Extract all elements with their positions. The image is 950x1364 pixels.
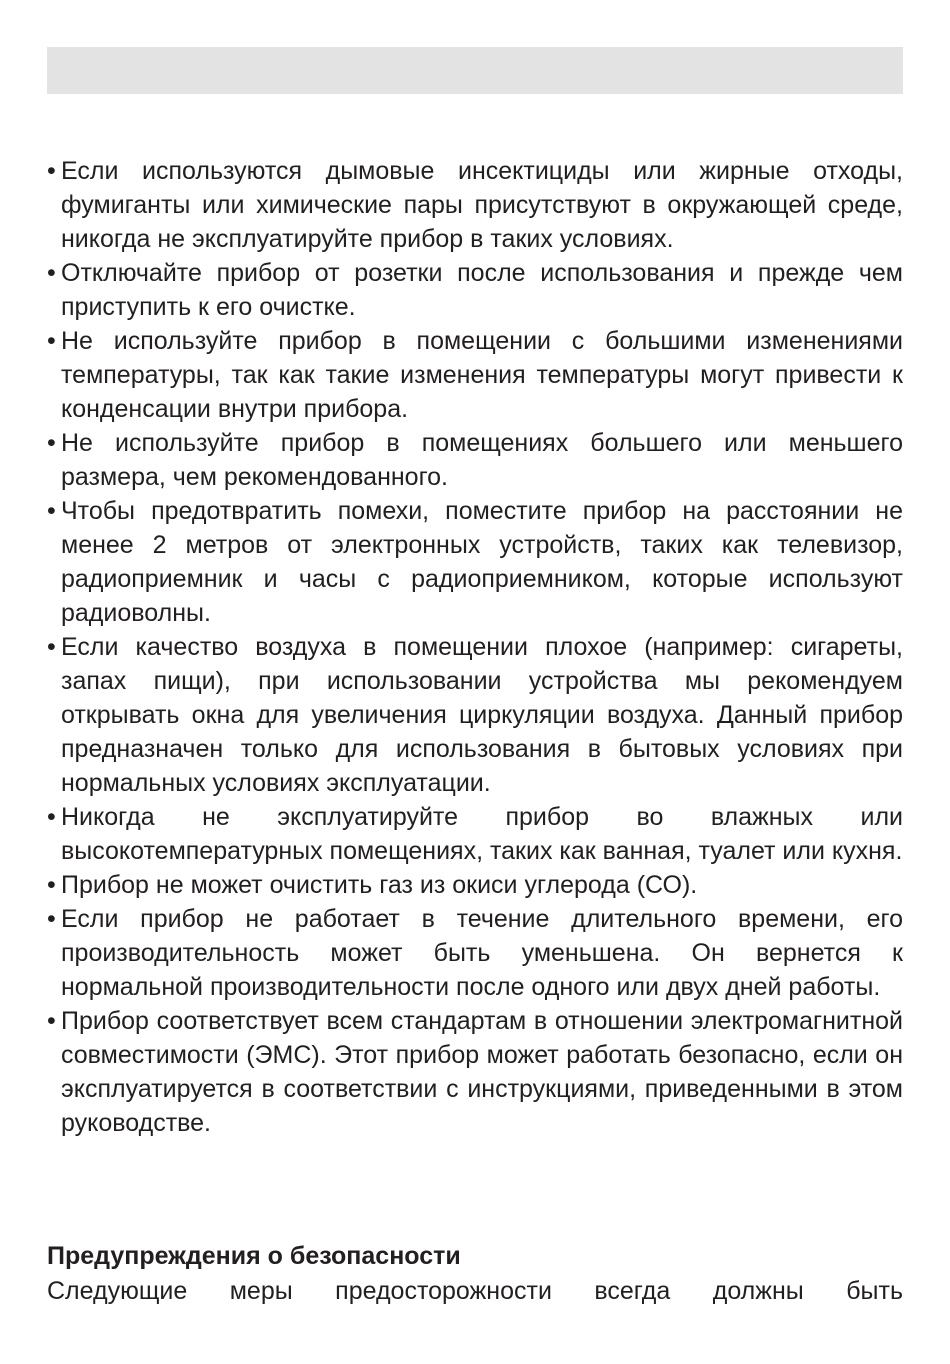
bullet-marker: • — [47, 633, 56, 661]
bullet-text: Если используются дымовые инсектициды или жирные отходы, фумиганты или химические пары присутствуют в окружающей среде, никогда не эксплуатируйте прибор в таких условиях. — [61, 157, 903, 253]
section-paragraph-text: Следующие меры предосторожности всегда должны быть — [47, 1277, 903, 1305]
bullet-list — [47, 154, 903, 1140]
bullet-text: Если прибор не работает в течение длительного времени, его производительность может быть уменьшена. Он вернется к нормальной производительности после одного или двух дней работы. — [61, 905, 903, 1001]
bullet-marker: • — [47, 327, 56, 355]
list-item — [47, 800, 903, 868]
bullet-text: Чтобы предотвратить помехи, поместите прибор на расстоянии не менее 2 метров от электронных устройств, таких как телевизор, радиоприемник и часы с радиоприемником, которые используют радиоволны. — [61, 497, 903, 627]
list-item — [47, 630, 903, 800]
bullet-marker: • — [47, 497, 56, 525]
list-item — [47, 154, 903, 256]
bullet-text: Не используйте прибор в помещении с большими изменениями температуры, так как такие изменения температуры могут привести к конденсации внутри прибора. — [61, 327, 903, 423]
bullet-text: Никогда не эксплуатируйте прибор во влажных или высокотемпературных помещениях, таких как ванная, туалет или кухня. — [61, 803, 903, 865]
bullet-marker: • — [47, 905, 56, 933]
bullet-marker: • — [47, 157, 56, 185]
list-item — [47, 256, 903, 324]
bullet-text: Прибор не может очистить газ из окиси углерода (СО). — [61, 871, 698, 899]
list-item — [47, 494, 903, 630]
bullet-marker: • — [47, 871, 56, 899]
bullet-marker: • — [47, 429, 56, 457]
bullet-text: Если качество воздуха в помещении плохое (например: сигареты, запах пищи), при использовании устройства мы рекомендуем открывать окна для увеличения циркуляции воздуха. Данный прибор предназначен только для использования в бытовых условиях при нормальных условиях эксплуатации. — [61, 633, 903, 797]
bullet-text: Прибор соответствует всем стандартам в отношении электромагнитной совместимости (ЭМС). Этот прибор может работать безопасно, если он эксплуатируется в соответствии с инструкциями, приведенными в этом руководстве. — [61, 1007, 903, 1137]
bullet-marker: • — [47, 259, 56, 287]
list-item — [47, 1004, 903, 1140]
section-title: Предупреждения о безопасности — [47, 1242, 461, 1270]
bullet-text: Не используйте прибор в помещениях большего или меньшего размера, чем рекомендованного. — [61, 429, 903, 491]
list-item — [47, 324, 903, 426]
list-item — [47, 902, 903, 1004]
bullet-text: Отключайте прибор от розетки после использования и прежде чем приступить к его очистке. — [61, 259, 903, 321]
section-paragraph — [47, 1274, 903, 1308]
list-item — [47, 426, 903, 494]
header-bar — [47, 47, 903, 94]
bullet-marker: • — [47, 803, 56, 831]
bullet-marker: • — [47, 1007, 56, 1035]
list-item — [47, 868, 903, 902]
